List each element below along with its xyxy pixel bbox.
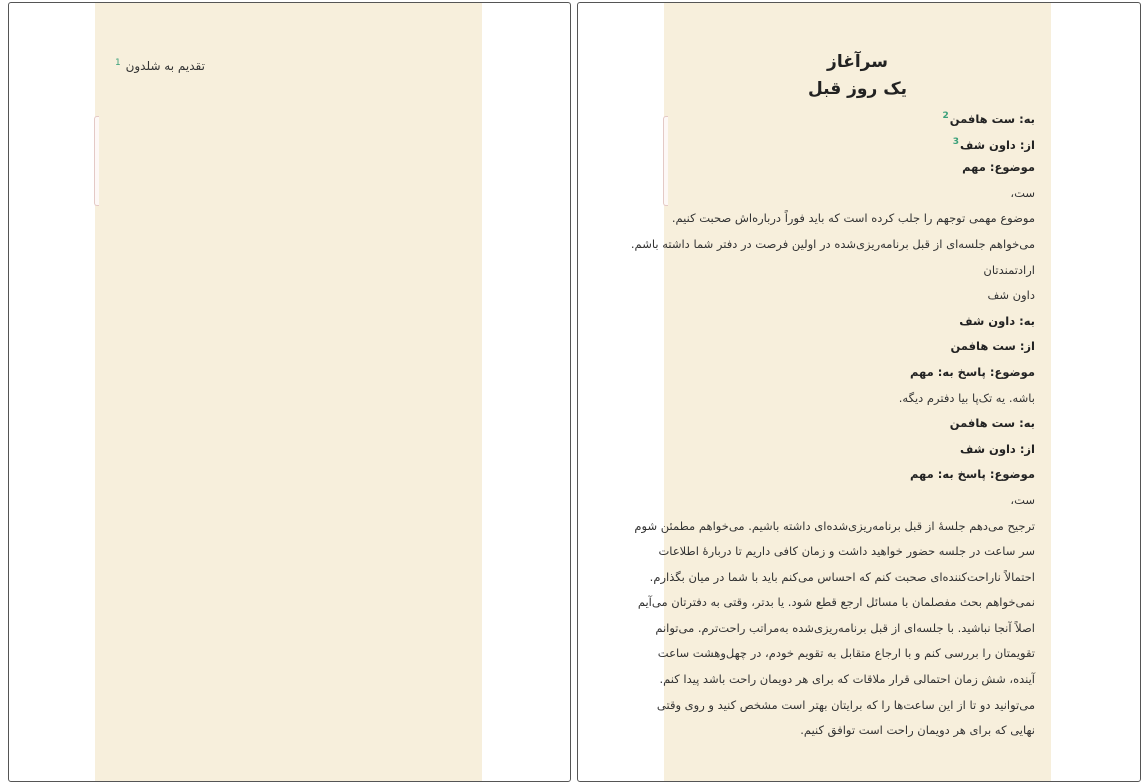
body-text-line [671, 206, 1035, 232]
body-text-line [680, 181, 1035, 207]
body-text-line [649, 565, 1035, 591]
email-header-line [680, 411, 1035, 437]
line-text: ترجیح می‌دهم جلسهٔ از قبل برنامه‌ریزی‌شده‌ای داشته باشیم. می‌خواهم مطمئن شوم [634, 518, 1035, 533]
email-header-line [680, 130, 1035, 156]
email-header-line [680, 334, 1035, 360]
page-side-tab[interactable] [94, 116, 99, 206]
body-text-line [680, 386, 1035, 412]
body-text-line [659, 667, 1035, 693]
line-text: می‌خواهم جلسه‌ای از قبل برنامه‌ریزی‌شده در اولین فرصت در دفتر شما داشته باشم. [630, 236, 1035, 251]
footnote-marker[interactable]: 2 [942, 111, 949, 121]
page-content [630, 49, 1035, 744]
email-header-line [680, 437, 1035, 463]
body-text-line [630, 232, 1035, 258]
line-text: ست، [1010, 492, 1035, 507]
line-text: از: ست هافمن [950, 339, 1035, 354]
body-text-line [656, 693, 1035, 719]
line-text: از: داون شف [960, 441, 1035, 456]
dedication-label: تقدیم به شلدون [125, 59, 205, 73]
line-text: سر ساعت در جلسه حضور خواهید داشت و زمان کافی داریم تا دربارهٔ اطلاعات [658, 544, 1035, 559]
line-text: موضوع: پاسخ به: مهم [910, 467, 1035, 482]
right-page[interactable] [630, 3, 1051, 781]
body-text-line [680, 718, 1035, 744]
page-side-tab[interactable] [663, 116, 668, 206]
body-text-line [680, 283, 1035, 309]
right-page-frame [577, 2, 1141, 782]
line-text: موضوع: مهم [962, 160, 1035, 175]
left-page[interactable] [95, 3, 482, 781]
body-text-line [680, 258, 1035, 284]
chapter-subtitle: یک روز قبل [807, 79, 907, 99]
line-text: احتمالاً ناراحت‌کننده‌ای صحبت کنم که احساس می‌کنم باید با شما در میان بگذارم. [649, 569, 1035, 584]
body-text-line [658, 539, 1035, 565]
line-text: به: ست هافمن [949, 111, 1035, 126]
line-text: از: داون شف [960, 137, 1035, 152]
email-header-line [680, 104, 1035, 130]
footnote-marker[interactable]: 3 [952, 136, 960, 147]
line-text: آینده، شش زمان احتمالی قرار ملاقات که برای هر دویمان راحت باشد پیدا کنم. [659, 672, 1035, 687]
email-header-line [680, 155, 1035, 181]
line-text: تقویمتان را بررسی کنم و با ارجاع متقابل به تقویم خودم، در چهل‌وهشت ساعت [657, 646, 1035, 661]
line-text: به: داون شف [959, 313, 1035, 328]
email-header-line [680, 462, 1035, 488]
line-text: باشه. یه تک‌پا بیا دفترم دیگه. [898, 390, 1035, 405]
left-page-frame [8, 2, 571, 782]
page-lines [630, 104, 1035, 744]
body-text-line [634, 514, 1035, 540]
line-text: داون شف [987, 288, 1035, 303]
email-header-line [680, 360, 1035, 386]
line-text: نهایی که برای هر دویمان راحت است توافق کنیم. [800, 723, 1035, 738]
chapter-title: سرآغاز [827, 52, 888, 72]
line-text: به: ست هافمن [949, 416, 1035, 431]
body-text-line [637, 590, 1035, 616]
line-text: ست، [1010, 185, 1035, 200]
body-text-line [655, 616, 1035, 642]
footnote-marker[interactable]: 1 [115, 58, 121, 68]
line-text: موضوع: پاسخ به: مهم [910, 364, 1035, 379]
line-text: می‌توانید دو تا از این ساعت‌ها را که برایتان بهتر است مشخص کنید و روی وقتی [656, 697, 1035, 712]
line-text: ارادتمندتان [983, 262, 1035, 277]
email-header-line [680, 309, 1035, 335]
line-text: موضوع مهمی توجهم را جلب کرده است که باید فوراً درباره‌اش صحبت کنیم. [671, 211, 1035, 226]
line-text: نمی‌خواهم بحث مفصلمان با مسائل ارجع قطع شود. یا بدتر، وقتی به دفترتان می‌آیم [637, 595, 1035, 610]
line-text: اصلاً آنجا نباشید. با جلسه‌ای از قبل برنامه‌ریزی‌شده به‌مراتب راحت‌ترم. می‌توانم [655, 620, 1035, 635]
dedication-text [115, 58, 205, 73]
body-text-line [680, 488, 1035, 514]
body-text-line [657, 641, 1035, 667]
